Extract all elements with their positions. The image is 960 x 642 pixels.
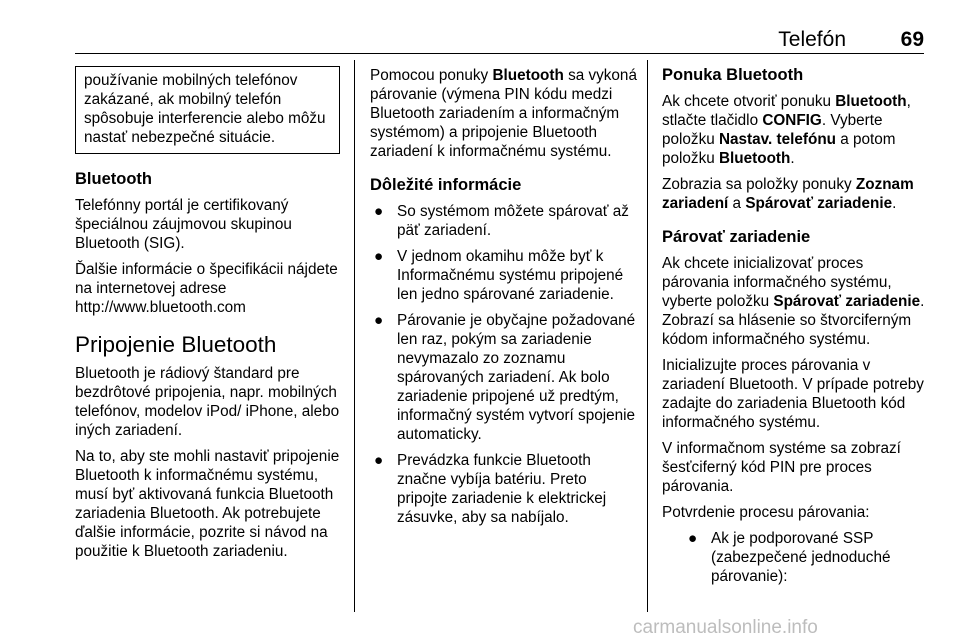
warning-box xyxy=(75,66,340,154)
pair-paragraph-3: V informačnom systéme sa zobrazí šesťciferný kód PIN pre proces párovania. xyxy=(662,440,901,495)
bullet-icon: ● xyxy=(374,452,384,469)
menu-paragraph-1: Ak chcete otvoriť ponuku Bluetooth, stlačte tlačidlo CONFIG. Vyberte položku Nastav. telefónu a potom položku Bluetooth. xyxy=(662,93,911,167)
important-info-list xyxy=(370,202,638,527)
important-info-heading: Dôležité informácie xyxy=(370,176,522,194)
menu-paragraph-2: Zobrazia sa položky ponuky Zoznam zariadení a Spárovať zariadenie. xyxy=(662,176,914,212)
pair-paragraph-4: Potvrdenie procesu párovania: xyxy=(662,504,870,521)
column-divider-2 xyxy=(647,60,648,612)
bullet-icon: ● xyxy=(688,530,698,547)
connection-heading: Pripojenie Bluetooth xyxy=(75,332,277,357)
bullet-icon: ● xyxy=(374,203,384,220)
pair-paragraph-2: Inicializujte proces párovania v zariadení Bluetooth. V prípade potreby zadajte do zariadenia Bluetooth kód informačného systému. xyxy=(662,357,924,431)
bluetooth-heading: Bluetooth xyxy=(75,170,152,188)
bullet-icon: ● xyxy=(374,248,384,265)
column-2 xyxy=(370,66,638,534)
list-item: ● Prevádzka funkcie Bluetooth značne vybíja batériu. Preto pripojte zariadenie k elektrickej zásuvke, aby sa nabíjalo. xyxy=(374,452,607,526)
confirm-list xyxy=(662,529,928,586)
intro-paragraph: Pomocou ponuky Bluetooth sa vykoná párovanie (výmena PIN kódu medzi Bluetooth zariadením a informačným systémom) a pripojenie Bluetooth zariadení k informačnému systému. xyxy=(370,67,637,160)
connection-paragraph-1: Bluetooth je rádiový štandard pre bezdrôtové pripojenia, napr. mobilných telefónov, modelov iPod/ iPhone, alebo iných zariadení. xyxy=(75,365,340,439)
bluetooth-paragraph-1: Telefónny portál je certifikovaný špeciálnou záujmovou skupinou Bluetooth (SIG). xyxy=(75,197,292,252)
column-3 xyxy=(662,66,928,593)
list-item: ● So systémom môžete spárovať až päť zariadení. xyxy=(374,203,629,239)
bluetooth-paragraph-2: Ďalšie informácie o špecifikácii nájdete na internetovej adrese http://www.bluetooth.com xyxy=(75,261,338,316)
watermark: carmanualsonline.info xyxy=(633,617,818,638)
list-item: ● Ak je podporované SSP (zabezpečené jednoduché párovanie): xyxy=(688,530,891,585)
page-header-title: Telefón xyxy=(778,28,846,51)
column-1 xyxy=(75,66,340,568)
pair-paragraph-1: Ak chcete inicializovať proces párovania informačného systému, vyberte položku Spárovať zariadenie. Zobrazí sa hlásenie so štvorciferným kódom informačného systému. xyxy=(662,255,925,348)
warning-text: používanie mobilných telefónov zakázané, ak mobilný telefón spôsobuje interferencie alebo môžu nastať nebezpečné situácie. xyxy=(84,72,326,146)
bullet-icon: ● xyxy=(374,312,384,329)
page-header xyxy=(75,28,924,50)
page-number: 69 xyxy=(900,28,924,51)
connection-paragraph-2: Na to, aby ste mohli nastaviť pripojenie Bluetooth k informačnému systému, musí byť aktivovaná funkcia Bluetooth zariadenia Bluetooth. Ak potrebujete ďalšie informácie, pozrite si návod na použitie k Bluetooth zariadeniu. xyxy=(75,448,340,560)
column-divider-1 xyxy=(354,60,355,612)
list-item: ● V jednom okamihu môže byť k Informačnému systému pripojené len jedno spárované zariadenie. xyxy=(374,248,624,303)
header-rule xyxy=(75,53,924,54)
pair-device-heading: Párovať zariadenie xyxy=(662,228,811,246)
list-item: ● Párovanie je obyčajne požadované len raz, pokým sa zariadenie nevymazalo zo zoznamu spárovaných zariadení. Ak bolo zariadenie pripojené už predtým, informačný systém vytvorí spojenie automaticky. xyxy=(374,312,636,443)
bluetooth-menu-heading: Ponuka Bluetooth xyxy=(662,66,804,84)
